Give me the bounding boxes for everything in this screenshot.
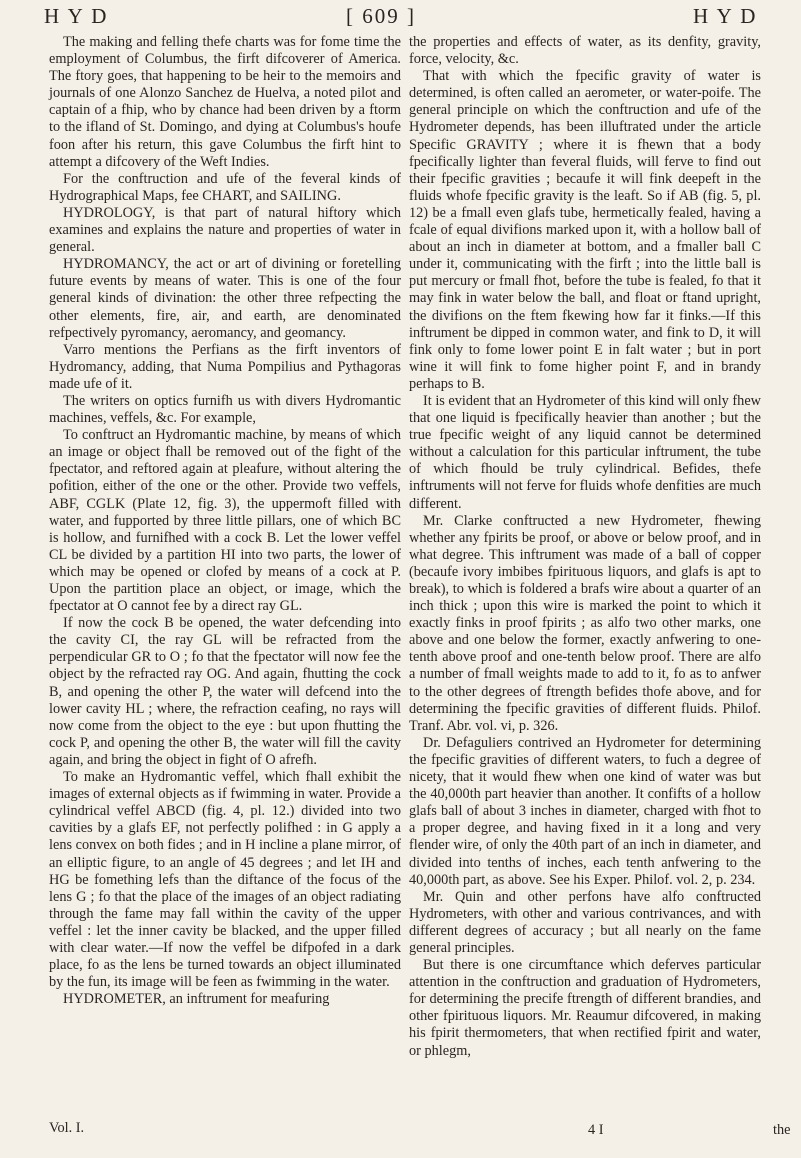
catchword: the (773, 1122, 791, 1138)
paragraph: To make an Hydromantic veffel, which fhall exhibit the images of external objects as if fwimming in water. Provide a cylindrical veffel ABCD (fig. 4, pl. 12.) divided into two cavities by a glafs EF, not perfectly polifhed : in G apply a lens convex on both fides ; and in H incline a plane mirror, of an elliptic figure, to an angle of 45 degrees ; and let IH and HG be fomething lefs than the diftance of the focus of the lens G ; fo that the place of the images of an object radiating through the fame may fall within the cavity of the upper veffel : let the inner cavity be blacked, and the upper filled with clear water.—If now the veffel be difpofed in a dark place, fo as the lens be turned towards an object illuminated by the fun, its image will be feen as fwimming in the water. (49, 769, 401, 991)
paragraph: HYDROLOGY, is that part of natural hiftory which examines and explains the nature and properties of water in general. (49, 204, 401, 256)
paragraph: Varro mentions the Perfians as the firft inventors of Hydromancy, adding, that Numa Pompilius and Pythagoras made ufe of it. (49, 341, 401, 392)
paragraph: Mr. Clarke conftructed a new Hydrometer, fhewing whether any fpirits be proof, or above or below proof, and in what degree. This inftrument was made of a ball of copper (becaufe ivory imbibes fpirituous liquors, and glafs is apt to break), to which is foldered a brafs wire about a quarter of an inch thick ; upon this wire is marked the point to which it exactly finks in proof fpirits ; as alfo two other marks, one above and one below the former, exactly anfwering to one-tenth above proof and one-tenth below proof. There are alfo a number of fmall weights made to add to it, fo as to anfwer to the other degrees of ftrength befides thofe above, and for determining the fpecific gravities of different fluids. Philof. Tranf. Abr. vol. vi, p. 326. (409, 512, 761, 734)
paragraph: the properties and effects of water, as its denfity, gravity, force, velocity, &c. (409, 34, 761, 68)
right-column (409, 34, 761, 1060)
signature-mark: 4 I (588, 1122, 604, 1138)
paragraph: That with which the fpecific gravity of water is determined, is often called an aerometer, or water-poife. The general principle on which the conftruction and ufe of the Hydrometer depends, has been illuftrated under the article Specific GRAVITY ; where it is fhewn that a body fpecifically lighter than feveral fluids, will ferve to find out their fpecific gravities ; becaufe it will fink deepeft in the fluids whofe fpecific gravity is the leaft. So if AB (fig. 5, pl. 12) be a fmall even glafs tube, hermetically fealed, having a fcale of equal divifions marked upon it, with a hollow ball of about an inch in diameter at bottom, and a fmaller ball C under it, communicating with the firft ; into the little ball is put mercury or fmall fhot, before the tube is fealed, fo that it may fink in water below the ball, and float or ftand upright, the divifions on the ftem fkewing how far it finks.—If this inftrument be dipped in common water, and fink to D, it will fink only to fome lower point E in falt water ; but in port wine it will fink to fome higher point F, and in brandy perhaps to B. (409, 68, 761, 392)
paragraph: The making and felling thefe charts was for fome time the employment of Columbus, the firft difcoverer of America. The ftory goes, that happening to be heir to the memoirs and journals of one Alonzo Sanchez de Huelva, a noted pilot and captain of a fhip, who by chance had been driven by a ftorm to the ifland of St. Domingo, and dying at Columbus's houfe foon after his return, this gave Columbus the firft hint to attempt a difcovery of the Weft Indies. (49, 34, 401, 170)
left-column (49, 34, 401, 1008)
paragraph: The writers on optics furnifh us with divers Hydromantic machines, veffels, &c. For example, (49, 392, 401, 427)
header-right-word: H Y D (693, 4, 758, 28)
paragraph: If now the cock B be opened, the water defcending into the cavity CI, the ray GL will be refracted from the perpendicular GR to O ; fo that the fpectator will now fee the object by the refracted ray OG. And again, fhutting the cock B, and opening the other P, the water will defcend into the lower cavity HL ; where, the refraction ceafing, no rays will now come from the object to the eye : but upon fhutting the cock P, and opening the other B, the water will fill the cavity again, and bring the object in fight of O afrefh. (49, 615, 401, 768)
paragraph: Mr. Quin and other perfons have alfo conftructed Hydrometers, with other and various contrivances, and with different degrees of accuracy ; but all nearly on the fame general principles. (409, 888, 761, 956)
header-left-word: H Y D (44, 4, 109, 28)
paragraph: Dr. Defaguliers contrived an Hydrometer for determining the fpecific gravities of different waters, to fuch a degree of nicety, that it would fhew when one kind of water was but the 40,000th part heavier than another. It confifts of a hollow glafs ball of about 3 inches in diameter, charged with fhot to a proper degree, and having fixed in it a long and very flender wire, of only the 40th part of an inch in diameter, and divided into tenths of inches, each tenth anfwering to the 40,000th part, as above. See his Exper. Philof. vol. 2, p. 234. (409, 734, 761, 888)
page-footer (0, 1120, 801, 1154)
paragraph: But there is one circumftance which deferves particular attention in the conftruction and graduation of Hydrometers, for determining the precife ftrength of different brandies, and other fpirituous liquors. Mr. Reaumur difcovered, in making his fpirit thermometers, that when rectified fpirit and water, or phlegm, (409, 957, 761, 1059)
paragraph: To conftruct an Hydromantic machine, by means of which an image or object fhall be removed out of the fight of the fpectator, and reftored again at pleafure, without altering the pofition, either of the one or the other. Provide two veffels, ABF, CGLK (Plate 12, fig. 3), the uppermoft filled with water, and fupported by three little pillars, one of which BC is hollow, and furnifhed with a cock B. Let the lower veffel CL be divided by a partition HI into two parts, the lower of which may be opened or clofed by means of a cock at P. Upon the partition place an object, or image, which the fpectator at O cannot fee by a direct ray GL. (49, 427, 401, 615)
running-header (0, 4, 801, 28)
paragraph: HYDROMANCY, the act or art of divining or foretelling future events by means of water. This is one of the four general kinds of divination: the other three refpecting the other elements, fire, air, and earth, are denominated refpectively pyromancy, aeromancy, and geomancy. (49, 256, 401, 341)
paragraph: HYDROMETER, an inftrument for meafuring (63, 991, 330, 1008)
paragraph: It is evident that an Hydrometer of this kind will only fhew that one liquid is fpecifically heavier than another ; but the true fpecific weight of any liquid cannot be determined without a calculation for this particular inftrument, the tube of which fhould be truly cylindrical. Befides, thefe inftruments will not ferve for fluids whofe denfities are much different. (409, 392, 761, 512)
paragraph: For the conftruction and ufe of the feveral kinds of Hydrographical Maps, fee CHART, and SAILING. (49, 170, 401, 204)
page-number: [ 609 ] (346, 4, 416, 28)
volume-label: Vol. I. (49, 1120, 85, 1136)
